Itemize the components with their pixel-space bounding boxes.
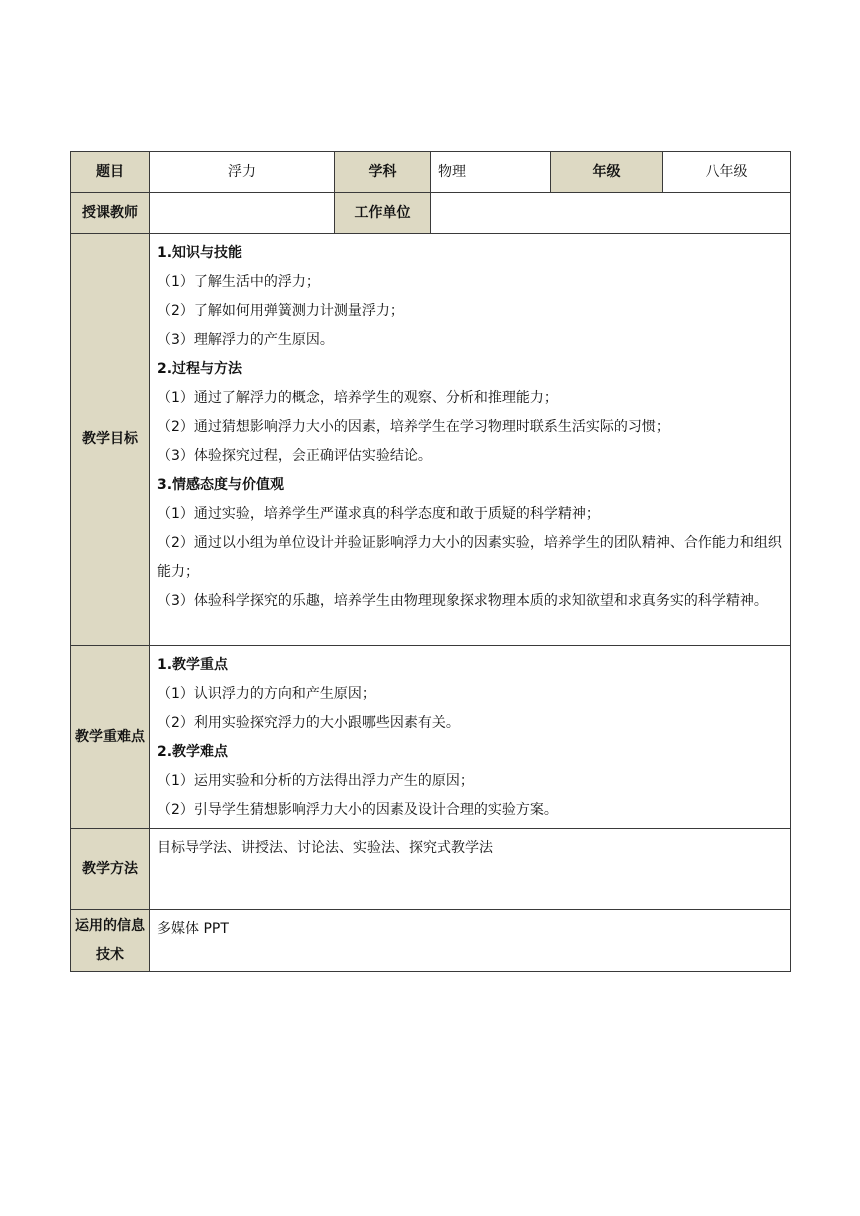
objectives-line: （1）通过了解浮力的概念，培养学生的观察、分析和推理能力；: [157, 390, 558, 406]
objectives-line: （2）了解如何用弹簧测力计测量浮力；: [157, 303, 404, 319]
row-objectives: [71, 234, 791, 646]
objectives-line: （3）理解浮力的产生原因。: [157, 332, 334, 348]
subject-label: 学科: [335, 152, 431, 193]
key-points-line: 1.教学重点: [157, 657, 229, 673]
teacher-value: [150, 193, 335, 234]
objectives-line: （1）了解生活中的浮力；: [157, 274, 320, 290]
objectives-line: （1）通过实验，培养学生严谨求真的科学态度和敢于质疑的科学精神；: [157, 506, 600, 522]
objectives-content: [150, 234, 791, 646]
objectives-line: （2）通过以小组为单位设计并验证影响浮力大小的因素实验，培养学生的团队精神、合作能力和组织能力；: [157, 535, 782, 580]
methods-label: 教学方法: [71, 829, 150, 910]
objectives-line: 1.知识与技能: [157, 245, 243, 261]
topic-value: 浮力: [150, 152, 335, 193]
teacher-label: 授课教师: [71, 193, 150, 234]
technology-value: 多媒体 PPT: [150, 910, 791, 972]
key-points-line: （2）引导学生猜想影响浮力大小的因素及设计合理的实验方案。: [157, 802, 558, 818]
key-points-line: 2.教学难点: [157, 744, 229, 760]
subject-value: 物理: [431, 152, 551, 193]
key-points-label: 教学重难点: [71, 646, 150, 829]
grade-value: 八年级: [663, 152, 791, 193]
key-points-line: （2）利用实验探究浮力的大小跟哪些因素有关。: [157, 715, 460, 731]
objectives-label: 教学目标: [71, 234, 150, 646]
topic-label: 题目: [71, 152, 150, 193]
row-topic: [71, 152, 791, 193]
row-teacher: [71, 193, 791, 234]
objectives-line: （2）通过猜想影响浮力大小的因素，培养学生在学习物理时联系生活实际的习惯；: [157, 419, 670, 435]
objectives-line: 2.过程与方法: [157, 361, 243, 377]
row-technology: [71, 910, 791, 972]
objectives-line: 3.情感态度与价值观: [157, 477, 285, 493]
key-points-line: （1）运用实验和分析的方法得出浮力产生的原因；: [157, 773, 474, 789]
row-methods: [71, 829, 791, 910]
workplace-value: [431, 193, 791, 234]
row-key-points: [71, 646, 791, 829]
key-points-content: [150, 646, 791, 829]
grade-label: 年级: [551, 152, 663, 193]
methods-value: 目标导学法、讲授法、讨论法、实验法、探究式教学法: [150, 829, 791, 910]
objectives-line: （3）体验探究过程，会正确评估实验结论。: [157, 448, 432, 464]
key-points-line: （1）认识浮力的方向和产生原因；: [157, 686, 376, 702]
technology-label: 运用的信息技术: [71, 910, 150, 972]
lesson-plan-table: [70, 151, 791, 972]
workplace-label: 工作单位: [335, 193, 431, 234]
objectives-line: （3）体验科学探究的乐趣，培养学生由物理现象探求物理本质的求知欲望和求真务实的科学精神。: [157, 593, 768, 609]
